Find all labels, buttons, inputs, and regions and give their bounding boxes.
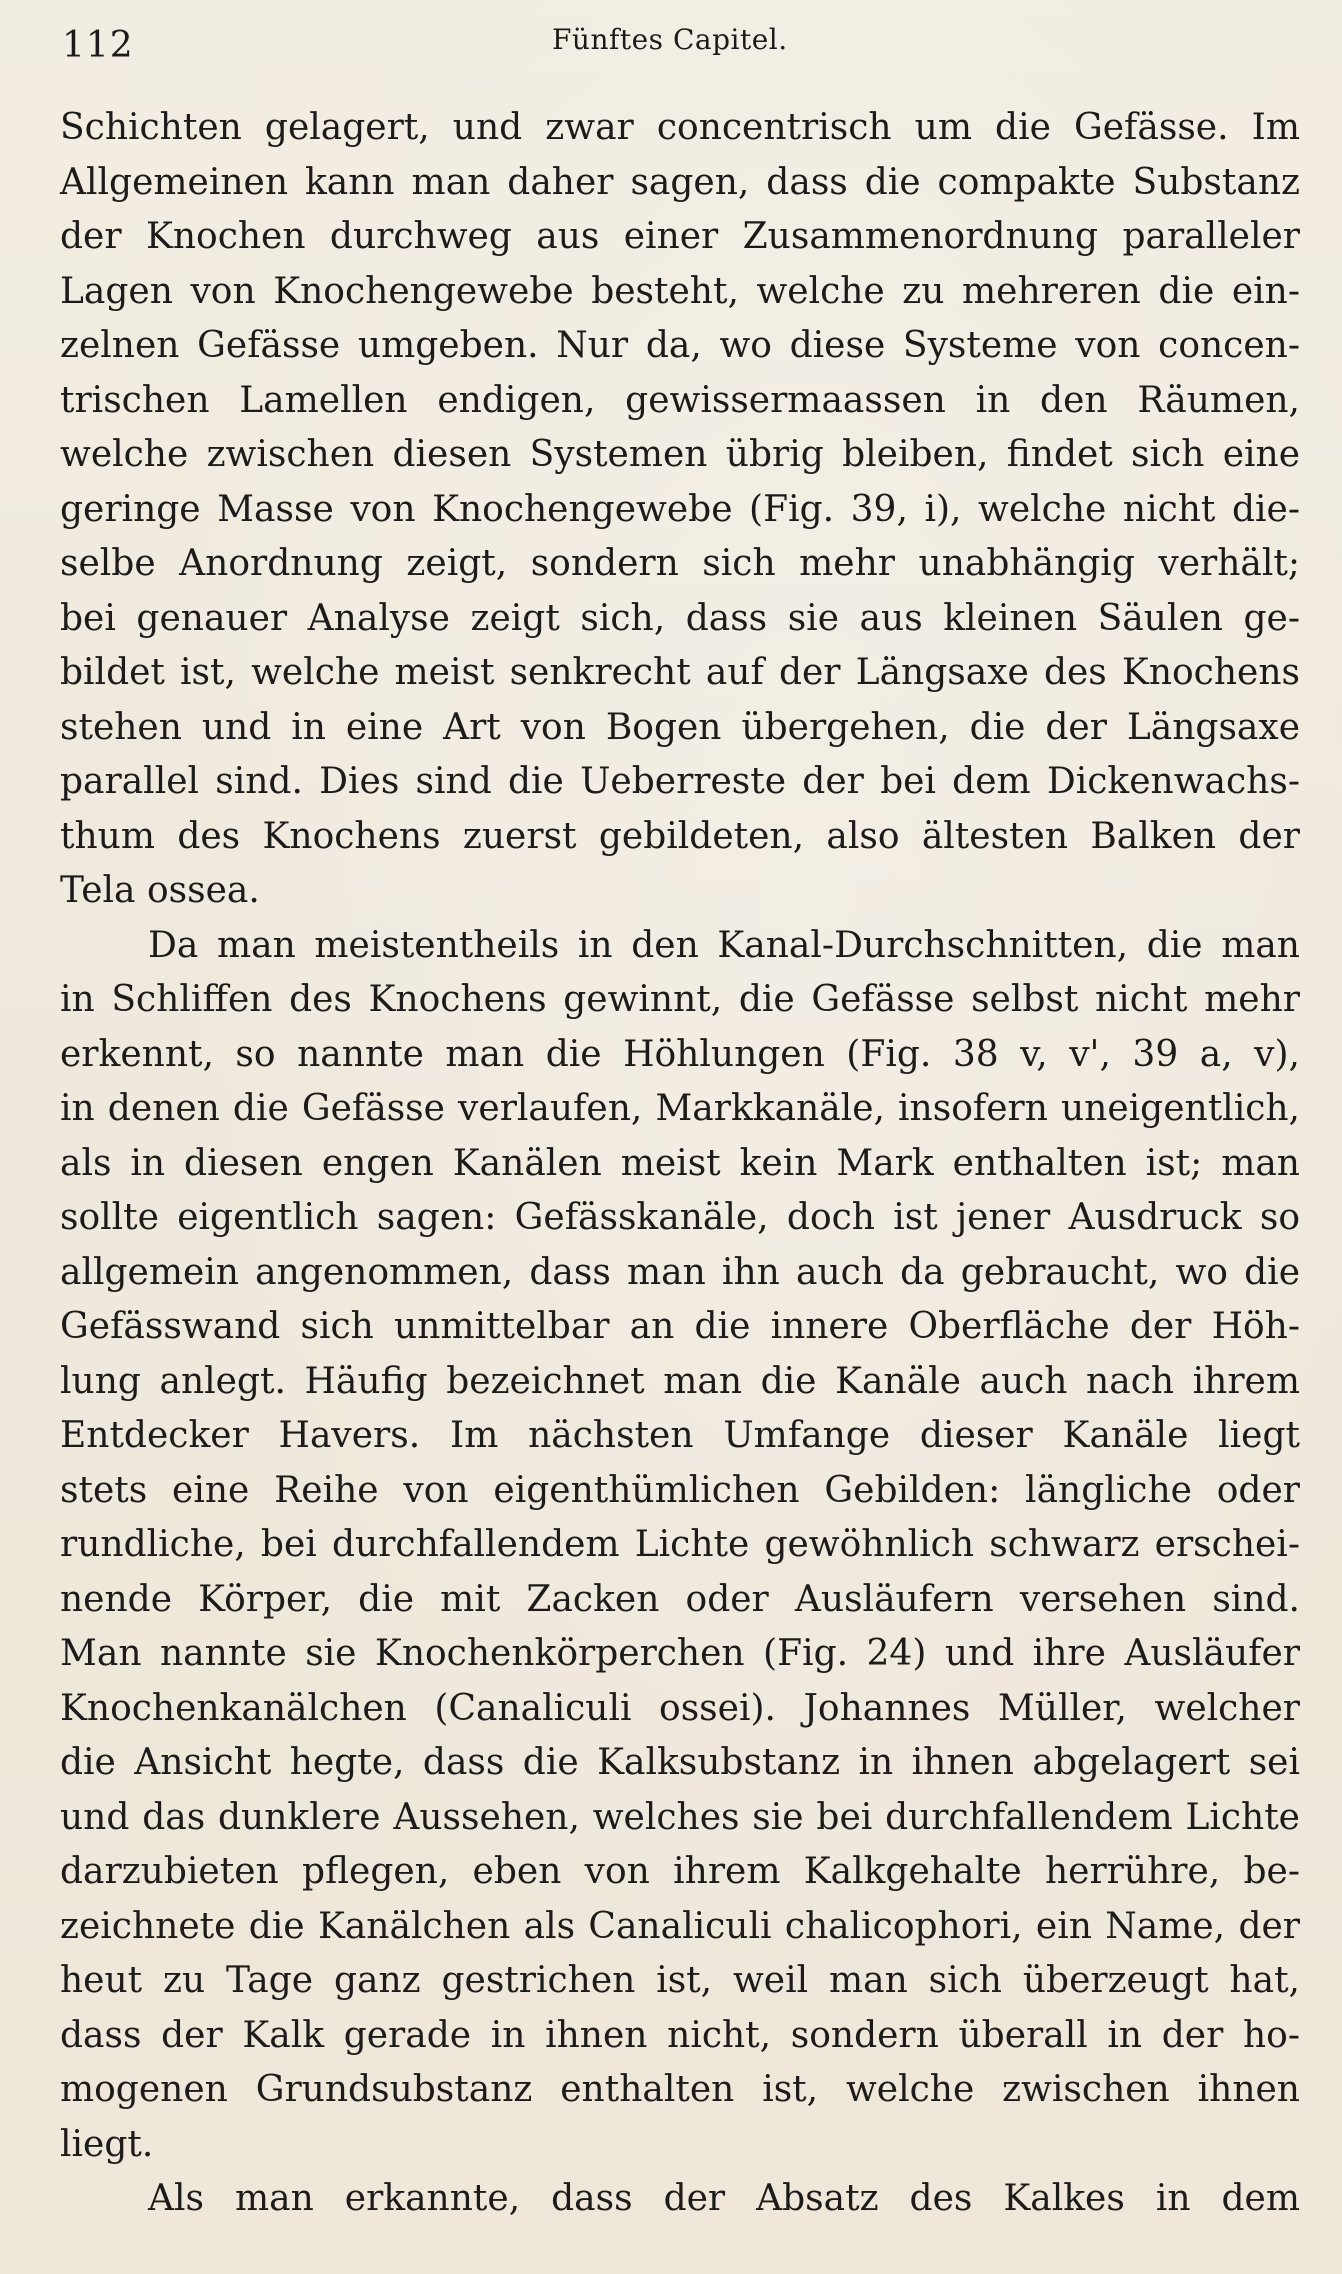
- text-line: mogenen Grundsubstanz enthalten ist, welche zwischen ihnen: [60, 2069, 1300, 2110]
- text-line: in Schliffen des Knochens gewinnt, die Gefässe selbst nicht mehr: [60, 979, 1300, 1020]
- text-line: Gefässwand sich unmittelbar an die innere Oberfläche der Höh-: [60, 1306, 1300, 1347]
- text-line: als in diesen engen Kanälen meist kein Mark enthalten ist; man: [60, 1142, 1300, 1184]
- text-line: bildet ist, welche meist senkrecht auf der Längsaxe des Knochens: [60, 652, 1300, 693]
- text-line: bei genauer Analyse zeigt sich, dass sie aus kleinen Säulen ge-: [60, 597, 1300, 639]
- text-line: Lagen von Knochengewebe besteht, welche zu mehreren die ein-: [60, 270, 1300, 312]
- text-line: parallel sind. Dies sind die Ueberreste der bei dem Dickenwachs-: [60, 761, 1300, 802]
- text-line: Tela ossea.: [60, 870, 260, 911]
- paragraph: [60, 101, 1300, 919]
- text-line: allgemein angenommen, dass man ihn auch da gebraucht, wo die: [60, 1251, 1300, 1293]
- text-line: dass der Kalk gerade in ihnen nicht, sondern überall in der ho-: [60, 2014, 1300, 2056]
- text-line: sollte eigentlich sagen: Gefässkanäle, doch ist jener Ausdruck so: [60, 1197, 1300, 1238]
- text-line: Man nannte sie Knochenkörperchen (Fig. 24) und ihre Ausläufer: [60, 1633, 1300, 1674]
- text-line: heut zu Tage ganz gestrichen ist, weil man sich überzeugt hat,: [60, 1960, 1300, 2001]
- text-line: Knochenkanälchen (Canaliculi ossei). Johannes Müller, welcher: [60, 1687, 1300, 1729]
- text-line: darzubieten pflegen, eben von ihrem Kalkgehalte herrühre, be-: [60, 1851, 1300, 1892]
- text-line: trischen Lamellen endigen, gewissermaassen in den Räumen,: [60, 379, 1300, 421]
- text-line: Allgemeinen kann man daher sagen, dass die compakte Substanz: [60, 161, 1300, 203]
- page-number: 112: [62, 25, 134, 66]
- text-line: in denen die Gefässe verlaufen, Markkanäle, insofern uneigentlich,: [60, 1088, 1300, 1129]
- text-line: stets eine Reihe von eigenthümlichen Gebilden: längliche oder: [60, 1469, 1300, 1511]
- text-line: Entdecker Havers. Im nächsten Umfange dieser Kanäle liegt: [60, 1415, 1300, 1456]
- text-line: thum des Knochens zuerst gebildeten, also ältesten Balken der: [60, 815, 1300, 857]
- text-line: der Knochen durchweg aus einer Zusammenordnung paralleler: [60, 216, 1300, 257]
- text-line: nende Körper, die mit Zacken oder Ausläufern versehen sind.: [60, 1578, 1300, 1620]
- paragraph: [60, 919, 1300, 2173]
- text-line: selbe Anordnung zeigt, sondern sich mehr unabhängig verhält;: [60, 543, 1300, 584]
- text-line: rundliche, bei durchfallendem Lichte gewöhnlich schwarz erschei-: [60, 1524, 1300, 1565]
- text-line: die Ansicht hegte, dass die Kalksubstanz in ihnen abgelagert sei: [60, 1742, 1300, 1783]
- paragraph: [60, 2172, 1300, 2227]
- running-head: Fünftes Capitel.: [552, 23, 788, 56]
- body-text: [60, 101, 1300, 2227]
- text-line: geringe Masse von Knochengewebe (Fig. 39, i), welche nicht die-: [60, 488, 1300, 530]
- text-line: Als man erkannte, dass der Absatz des Kalkes in dem: [148, 2178, 1300, 2219]
- text-line: Da man meistentheils in den Kanal-Durchschnitten, die man: [148, 924, 1300, 966]
- text-line: liegt.: [60, 2123, 154, 2165]
- text-line: welche zwischen diesen Systemen übrig bleiben, findet sich eine: [60, 434, 1300, 475]
- text-line: Schichten gelagert, und zwar concentrisch um die Gefässe. Im: [60, 107, 1300, 148]
- text-line: erkennt, so nannte man die Höhlungen (Fig. 38 v, v', 39 a, v),: [60, 1033, 1300, 1075]
- text-line: und das dunklere Aussehen, welches sie bei durchfallendem Lichte: [60, 1796, 1300, 1838]
- text-line: lung anlegt. Häufig bezeichnet man die Kanäle auch nach ihrem: [60, 1360, 1300, 1402]
- text-line: zeichnete die Kanälchen als Canaliculi chalicophori, ein Name, der: [60, 1905, 1300, 1947]
- text-line: zelnen Gefässe umgeben. Nur da, wo diese Systeme von concen-: [60, 325, 1300, 366]
- text-line: stehen und in eine Art von Bogen übergehen, die der Längsaxe: [60, 706, 1300, 748]
